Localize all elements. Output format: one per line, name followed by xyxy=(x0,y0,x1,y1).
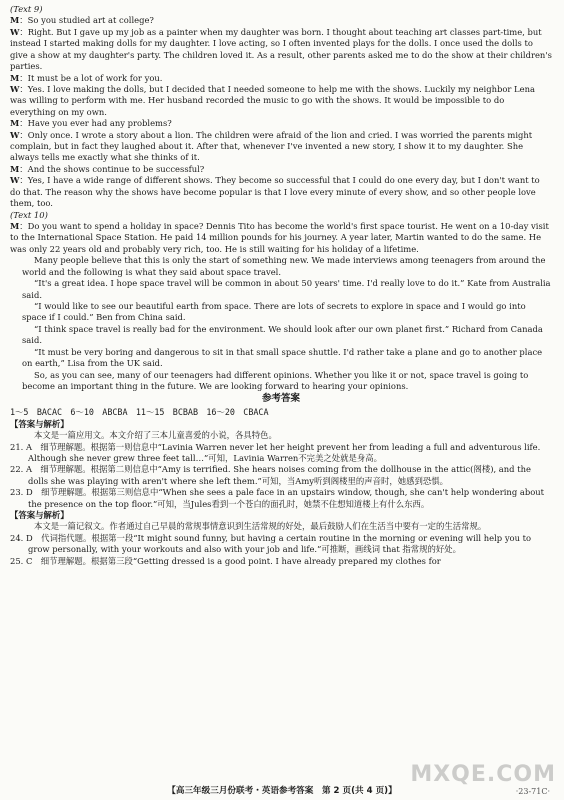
dialogue-text: Yes. I love making the dolls, but I decided that I needed someone to help me with the shows. Luckily my neighbor Lena was willing to perform with me. Her husband recorded the music to go with the shows. It would be impossible to do everything on my own. xyxy=(10,83,535,117)
dialogue-line: M：It must be a lot of work for you. xyxy=(10,72,163,83)
speaker: M xyxy=(10,221,20,232)
paragraph: “It must be very boring and dangerous to sit in that small space shuttle. I'd rather take a plane and go to another place on earth,” Lisa from the UK said. xyxy=(22,346,543,369)
text10-intro: M：Do you want to spend a holiday in space? Dennis Tito has become the world's first space tourist. He went on a 10-day visit to the International Space Station. He paid 14 million pounds for his journey. A year later, Martin wanted to do the same. He was only 22 years old and probably very rich, too. He is still waiting for his holiday of a lifetime. xyxy=(10,221,549,254)
text10-label: (Text 10) xyxy=(10,209,48,220)
analysis-item: 25. C 细节理解题。根据第三段“Getting dressed is a good point. I have already prepared my clothes for xyxy=(10,555,441,566)
dialogue-text: Only once. I wrote a story about a lion. The children were afraid of the lion and cried. I was worried the parents might complain, but in fact they laughed about it. After that, whenever I've invented a new story, I show it to my daughter. She always tells me exactly what she thinks of it. xyxy=(10,129,533,163)
dialogue-text: Yes, I have a wide range of different shows. They become so successful that I could do one every day, but I don't want to do that. The reason why the shows have become popular is that I love every minute of every show, and so other people love them, too. xyxy=(10,175,540,209)
dialogue-text: So you studied art at college? xyxy=(27,15,154,26)
analysis-item: 21. A 细节理解题。根据第一则信息中“Lavinia Warren never let her height prevent her from leading a full and adventurous life. Although she never grew three feet tall…”可知，Lavinia Warren不完美之处就是身高。 xyxy=(10,441,541,463)
footer-code: ·23-71C· xyxy=(515,787,550,797)
analysis-item: 22. A 细节理解题。根据第二则信息中“Amy is terrified. She hears noises coming from the dollhouse in the attic(阁楼), and the dolls she was playing with aren't where she left them.”可知，当Amy听到阁楼里的声音时，她感到恐惧。 xyxy=(10,464,531,486)
paragraph: So, as you can see, many of our teenagers had different opinions. Whether you like it or not, space travel is going to become an important thing in the future. We are looking forward to hearing your opinions. xyxy=(22,369,529,391)
text9-label: (Text 9) xyxy=(10,4,43,14)
dialogue-text: Right. But I gave up my job as a painter when my daughter was born. I thought about teaching art classes part-time, but instead I started making dolls for my daughter. I love acting, so I often invented plays for the dolls. I once used the dolls to give a show at my daughter's party. The children loved it. As a result, other parents asked me to do the show at their children's parties. xyxy=(10,26,552,72)
dialogue-line: M：So you studied art at college? xyxy=(10,15,154,26)
speaker: W xyxy=(10,175,20,186)
dialogue-line: M：And the shows continue to be successful? xyxy=(10,163,205,174)
analysis-tag-1: 【答案与解析】 xyxy=(10,418,69,429)
analysis-item: 24. D 代词指代题。根据第一段“It might sound funny, but having a certain routine in the morning or evening will help you to grow personally, with your workouts and also with your job and life.”可推断，画线词 that 指常规的好处。 xyxy=(10,532,532,555)
dialogue-line: W：Yes. I love making the dolls, but I decided that I needed someone to help me with the shows. Luckily my neighbor Lena was willing to perform with me. Her husband recorded the music to go with the shows. It would be impossible to do everything on my own. xyxy=(10,83,535,117)
analysis-items-1 xyxy=(10,442,552,511)
analysis-items-2 xyxy=(10,533,552,567)
dialogue-text: Have you ever had any problems? xyxy=(27,118,172,129)
speaker: W xyxy=(10,26,20,37)
answer-key: 1～5 BACAC 6～10 ABCBA 11～15 BCBAB 16～20 CBACA xyxy=(10,407,269,418)
dialogue-text: And the shows continue to be successful? xyxy=(27,163,205,174)
speaker: M xyxy=(10,72,20,83)
dialogue-line: W：Only once. I wrote a story about a lion. The children were afraid of the lion and cried. I was worried the parents might complain, but in fact they laughed about it. After that, whenever I've invented a new story, I show it to my daughter. She always tells me exactly what she thinks of it. xyxy=(10,129,533,163)
page-footer: 【高三年级三月份联考・英语参考答案 第 2 页(共 4 页)】 xyxy=(167,786,397,797)
dialogue-line: W：Right. But I gave up my job as a painter when my daughter was born. I thought about teaching art classes part-time, but instead I started making dolls for my daughter. I love acting, so I often invented plays for the dolls. I once used the dolls to give a show at my daughter's party. The children loved it. As a result, other parents asked me to do the show at their children's parties. xyxy=(10,26,552,72)
dialogue-line: W：Yes, I have a wide range of different shows. They become so successful that I could do one every day, but I don't want to do that. The reason why the shows have become popular is that I love every minute of every show, and so other people love them, too. xyxy=(10,175,540,209)
dialogue-text: It must be a lot of work for you. xyxy=(27,72,163,83)
answers-heading: 参考答案 xyxy=(261,393,300,405)
speaker: M xyxy=(10,163,20,174)
text10-intro-text: Do you want to spend a holiday in space? Dennis Tito has become the world's first space tourist. He went on a 10-day visit to the International Space Station. He paid 14 million pounds for his journey. A year later, Martin wanted to do the same. He was only 22 years old and probably very rich, too. He is still waiting for his holiday of a lifetime. xyxy=(10,221,549,254)
analysis-intro-2: 本文是一篇记叙文。作者通过自己早晨的常规事情意识到生活常规的好处，最后鼓励人们在生活当中要有一定的生活常规。 xyxy=(34,521,487,532)
speaker: W xyxy=(10,83,20,94)
analysis-intro-1: 本文是一篇应用文。本文介绍了三本儿童喜爱的小说，各具特色。 xyxy=(34,430,277,441)
analysis-tag-2: 【答案与解析】 xyxy=(10,510,69,521)
speaker: M xyxy=(10,118,20,129)
answer-document xyxy=(10,4,552,567)
paragraph: Many people believe that this is only the start of something new. We made interviews among teenagers from around the world and the following is what they said about space travel. xyxy=(22,255,546,277)
dialogue-line: M：Have you ever had any problems? xyxy=(10,118,172,129)
paragraph: “It's a great idea. I hope space travel will be common in about 50 years' time. I'd really love to do it.” Kate from Australia said. xyxy=(22,278,551,300)
text9-dialogue xyxy=(10,15,552,209)
text10-paragraphs xyxy=(10,255,552,392)
speaker: W xyxy=(10,129,20,140)
paragraph: “I would like to see our beautiful earth from space. There are lots of secrets to explore in space and I would go into space if I could.” Ben from China said. xyxy=(22,300,526,323)
speaker: M xyxy=(10,15,20,26)
paragraph: “I think space travel is really bad for the environment. We should look after our own planet first.” Richard from Canada said. xyxy=(22,323,543,346)
analysis-item: 23. D 细节理解题。根据第三则信息中“When she sees a pale face in an upstairs window, though, she can't help wondering about the presence on the top floor.”可知，当Jules看到一个苍白的面孔时，她禁不住想知道楼上有什么东西。 xyxy=(10,487,545,509)
watermark: MXQE.COM xyxy=(410,762,556,788)
